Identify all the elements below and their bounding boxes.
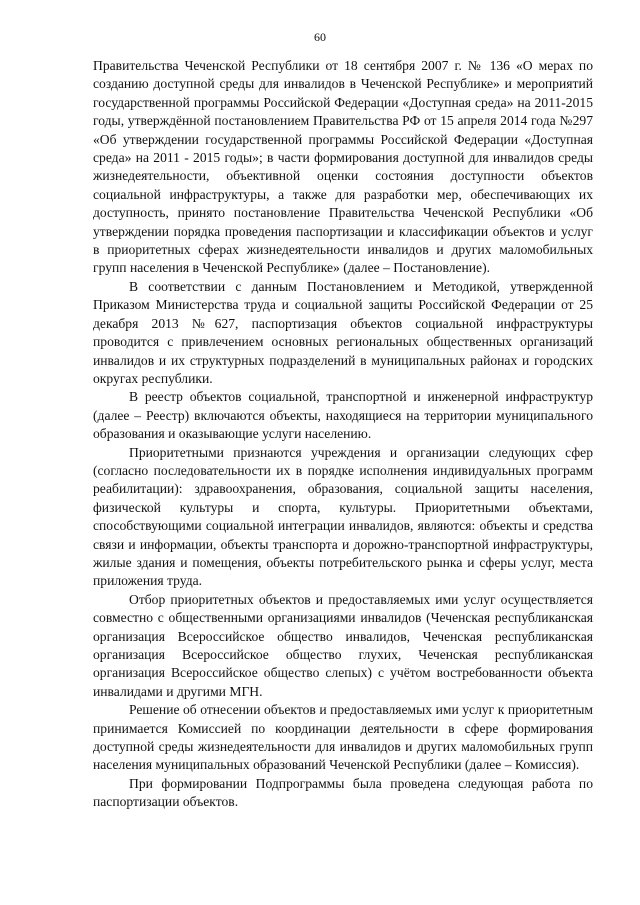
- paragraph-2: В соответствии с данным Постановлением и Методикой, утвержденной Приказом Министерства труда и социальной защиты Российской Федерации от 25 декабря 2013 №627, паспортизация объектов социальной инфраструктуры проводится с привлечением основных региональных общественных организаций инвалидов и их структурных подразделений в муниципальных районах и городских округах республики.: [93, 278, 593, 386]
- paragraph-5: Отбор приоритетных объектов и предоставляемых ими услуг осуществляется совместно с общественными организациями инвалидов (Чеченская республиканская организация Всероссийское общество инвалидов, Чеченская республиканская организация Всероссийское общество глухих, Чеченская республиканская организация Всероссийское общество слепых) с учётом востребованности объекта инвалидами и другими МГН.: [93, 591, 593, 699]
- document-body: [93, 57, 593, 812]
- paragraph-3: В реестр объектов социальной, транспортной и инженерной инфраструктур (далее – Реестр) включаются объекты, находящиеся на территории муниципального образования и оказывающие услуги населению.: [93, 389, 593, 442]
- page-number: 60: [314, 30, 326, 44]
- paragraph-4: Приоритетными признаются учреждения и организации следующих сфер (согласно последовательности их в порядке исполнения индивидуальных программ реабилитации): здравоохранения, образования, социальной защиты населения, физической культуры и спорта, культуры. Приоритетными объектами, способствующими социальной интеграции инвалидов, являются: объекты и средства связи и информации, объекты транспорта и дорожно-транспортной инфраструктуры, жилые здания и помещения, объекты потребительского рынка и сферы услуг, места приложения труда.: [93, 444, 593, 589]
- paragraph-6: Решение об отнесении объектов и предоставляемых ими услуг к приоритетным принимается Комиссией по координации деятельности в сфере формирования доступной среды жизнедеятельности для инвалидов и других маломобильных групп населения муниципальных образований Чеченской Республики (далее – Комиссия).: [93, 702, 593, 773]
- paragraph-1: Правительства Чеченской Республики от 18 сентября 2007 г. № 136 «О мерах по созданию доступной среды для инвалидов в Чеченской Республике» и мероприятий государственной программы Российской Федерации «Доступная среда» на 2011-2015 годы, утверждённой постановлением Правительства РФ от 15 апреля 2014 года №297 «Об утверждении государственной программы Российской Федерации «Доступная среда» на 2011 - 2015 годы»; в части формирования доступной для инвалидов среды жизнедеятельности, объективной оценки состояния доступности объектов социальной инфраструктуры, а также для разработки мер, обеспечивающих их доступность, принято постановление Правительства Чеченской Республики «Об утверждении порядка проведения паспортизации и классификации объектов и услуг в приоритетных сферах жизнедеятельности инвалидов и других маломобильных групп населения в Чеченской Республике» (далее – Постановление).: [93, 58, 593, 276]
- paragraph-7: При формировании Подпрограммы была проведена следующая работа по паспортизации объектов.: [93, 775, 593, 810]
